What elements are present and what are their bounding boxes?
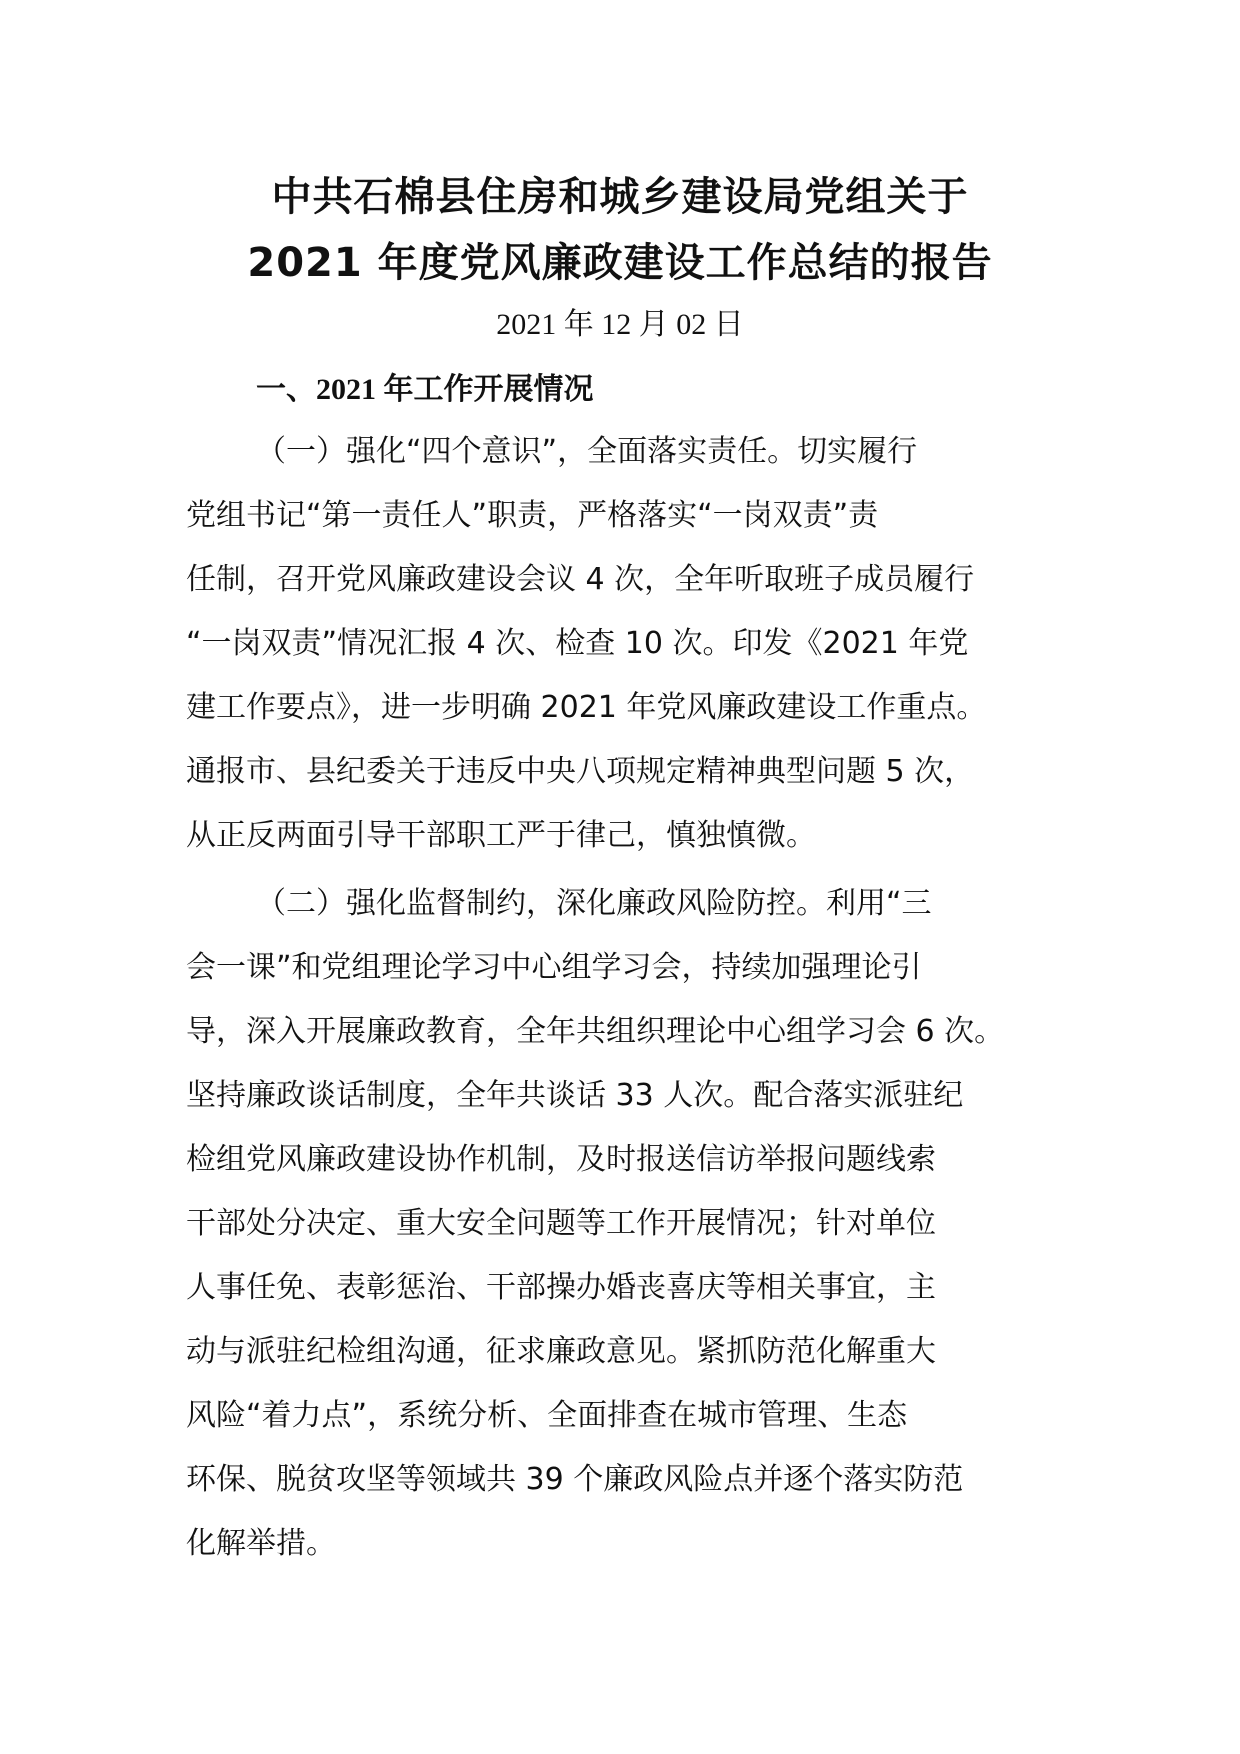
- paragraph-line: 导，深入开展廉政教育，全年共组织理论中心组学习会 6 次。: [186, 1014, 1005, 1049]
- document-title-line-2: 2021 年度党风廉政建设工作总结的报告: [247, 240, 993, 286]
- paragraph-line: （一）强化“四个意识”，全面落实责任。切实履行: [256, 434, 918, 469]
- paragraph-line: 干部处分决定、重大安全问题等工作开展情况；针对单位: [186, 1206, 936, 1241]
- paragraph-line: 从正反两面引导干部职工严于律己，慎独慎微。: [186, 818, 816, 853]
- section-heading: 一、2021 年工作开展情况: [256, 373, 594, 406]
- paragraph-line: 检组党风廉政建设协作机制，及时报送信访举报问题线索: [186, 1142, 936, 1177]
- document-date: 2021 年 12 月 02 日: [496, 308, 744, 341]
- paragraph-line: 环保、脱贫攻坚等领域共 39 个廉政风险点并逐个落实防范: [186, 1462, 964, 1497]
- paragraph-line: 建工作要点》，进一步明确 2021 年党风廉政建设工作重点。: [186, 690, 987, 725]
- paragraph-line: 任制，召开党风廉政建设会议 4 次，全年听取班子成员履行: [186, 562, 975, 597]
- paragraph-line: 动与派驻纪检组沟通，征求廉政意见。紧抓防范化解重大: [186, 1334, 936, 1369]
- paragraph-line: 化解举措。: [186, 1526, 336, 1561]
- paragraph-line: 坚持廉政谈话制度，全年共谈话 33 人次。配合落实派驻纪: [186, 1078, 964, 1113]
- paragraph-line: 人事任免、表彰惩治、干部操办婚丧喜庆等相关事宜，主: [186, 1270, 936, 1305]
- paragraph-line: 通报市、县纪委关于违反中央八项规定精神典型问题 5 次，: [186, 754, 975, 789]
- paragraph-line: （二）强化监督制约，深化廉政风险防控。利用“三: [256, 886, 932, 921]
- paragraph-line: “一岗双责”情况汇报 4 次、检查 10 次。印发《2021 年党: [186, 626, 969, 661]
- paragraph-line: 党组书记“第一责任人”职责，严格落实“一岗双责”责: [186, 498, 879, 533]
- document-title-line-1: 中共石棉县住房和城乡建设局党组关于: [271, 174, 969, 220]
- paragraph-line: 风险“着力点”，系统分析、全面排查在城市管理、生态: [186, 1398, 908, 1433]
- paragraph-line: 会一课”和党组理论学习中心组学习会，持续加强理论引: [186, 950, 922, 985]
